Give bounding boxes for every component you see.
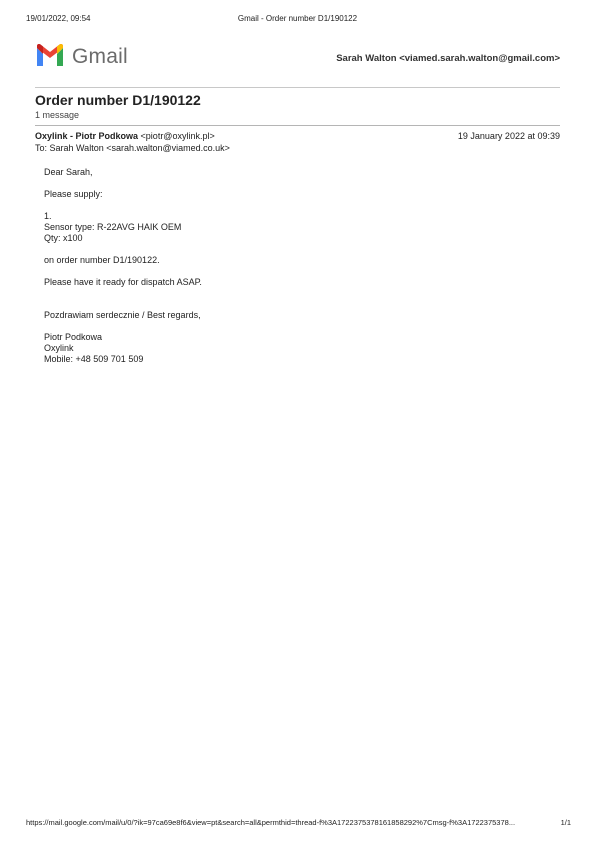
recipient-line: To: Sarah Walton <sarah.walton@viamed.co.uk> [35,143,230,153]
print-footer [26,818,571,830]
sender-email: <piotr@oxylink.pl> [140,131,215,141]
signature-name: Piotr Podkowa [44,332,103,342]
body-sensor-type: Sensor type: R-22AVG HAIK OEM [44,222,182,232]
signature-mobile: Mobile: +48 509 701 509 [44,354,144,364]
body-dispatch: Please have it ready for dispatch ASAP. [44,277,202,287]
signature-company: Oxylink [44,343,74,353]
body-request: Please supply: [44,189,103,199]
header-divider [35,87,560,88]
print-title: Gmail - Order number D1/190122 [237,14,358,23]
footer-url: https://mail.google.com/mail/u/0/?ik=97ca69e8f6&view=pt&search=all&permthid=thread-f%3A1722375378161858292%7Cmsg-f%3A1722375378... [26,818,516,827]
sender-line [35,131,215,141]
body-item-number: 1. [44,211,52,221]
print-header [0,14,595,26]
account-identity: Sarah Walton <viamed.sarah.walton@gmail.com> [336,53,560,64]
body-greeting: Dear Sarah, [44,167,93,177]
body-qty: Qty: x100 [44,233,83,243]
message-body [44,167,544,365]
message-date: 19 January 2022 at 09:39 [457,131,560,141]
print-datetime: 19/01/2022, 09:54 [26,14,91,23]
body-regards: Pozdrawiam serdecznie / Best regards, [44,310,201,320]
thread-subject: Order number D1/190122 [35,92,201,108]
gmail-m-icon [35,44,65,68]
footer-page-number: 1/1 [560,818,571,827]
sender-name: Oxylink - Piotr Podkowa [35,131,139,141]
subject-divider [35,125,560,126]
message-count: 1 message [35,110,80,120]
gmail-wordmark: Gmail [72,45,128,68]
body-order-ref: on order number D1/190122. [44,255,160,265]
